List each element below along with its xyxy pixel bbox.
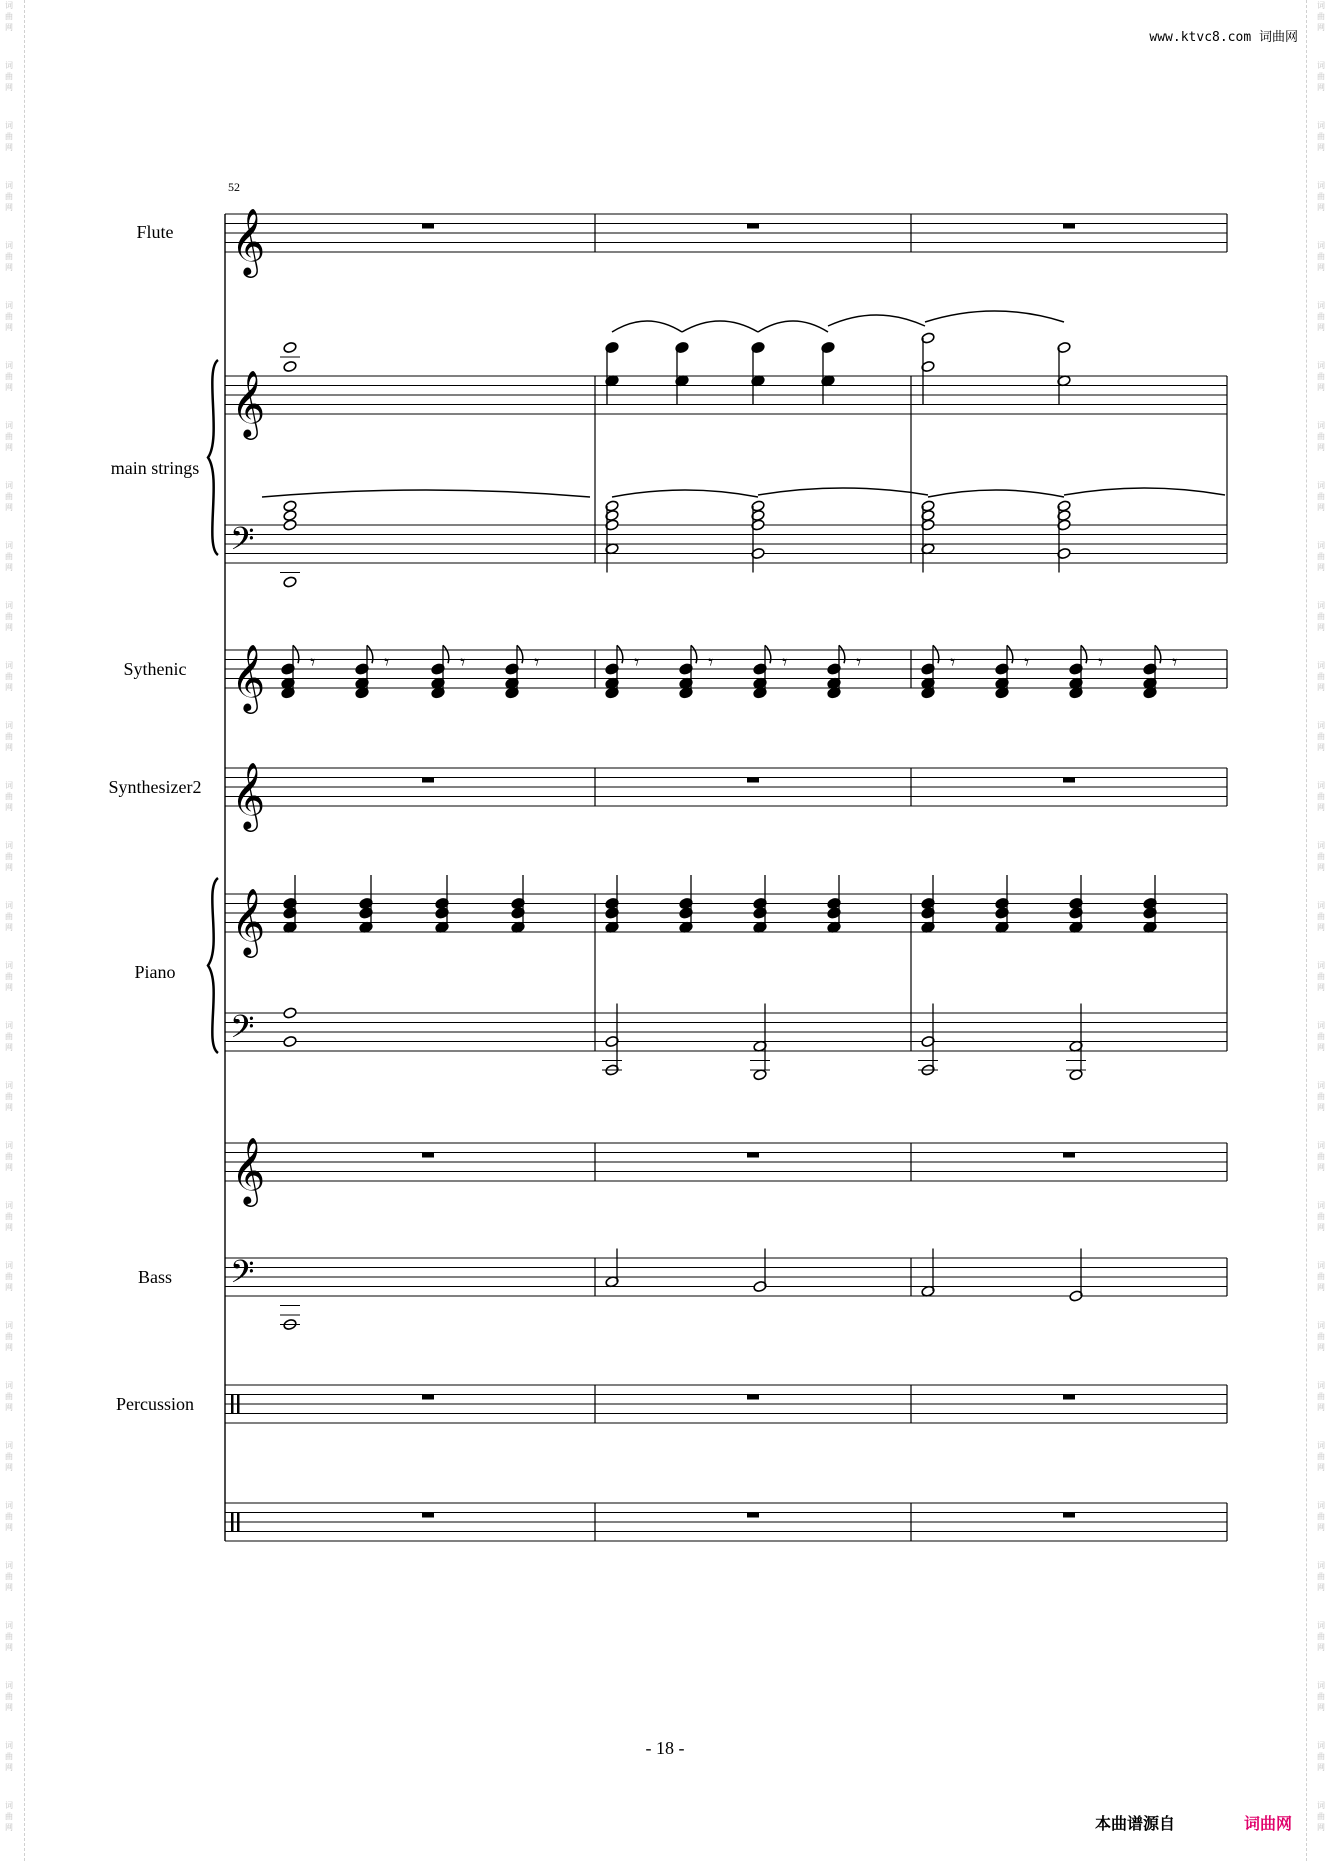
- whole-rest: [747, 1513, 759, 1518]
- note-head: [283, 341, 297, 353]
- eighth-rest: 𝄾: [856, 650, 862, 674]
- eighth-rest: 𝄾: [634, 650, 640, 674]
- watermark-glyph: 词 曲 网: [1317, 1681, 1325, 1712]
- note-head: [283, 1035, 297, 1047]
- watermark-glyph: 词 曲 网: [5, 1441, 13, 1472]
- note-flag: [839, 645, 845, 663]
- watermark-glyph: 词 曲 网: [1317, 1141, 1325, 1172]
- watermark-glyph: 词 曲 网: [1317, 301, 1325, 332]
- watermark-glyph: 词 曲 网: [1317, 1441, 1325, 1472]
- watermark-glyph: 词 曲 网: [5, 1741, 13, 1772]
- slur: [758, 488, 928, 495]
- watermark-glyph: 词 曲 网: [5, 1501, 13, 1532]
- slur: [828, 315, 925, 326]
- watermark-glyph: 词 曲 网: [1317, 1381, 1325, 1412]
- slur: [682, 321, 758, 332]
- watermark-glyph: 词 曲 网: [1317, 901, 1325, 932]
- note-flag: [617, 645, 623, 663]
- watermark-glyph: 词 曲 网: [5, 1381, 13, 1412]
- whole-rest: [1063, 1153, 1075, 1158]
- watermark-glyph: 词 曲 网: [1317, 421, 1325, 452]
- note-flag: [367, 645, 373, 663]
- note-head: [283, 360, 297, 372]
- whole-rest: [747, 778, 759, 783]
- watermark-glyph: 词 曲 网: [1317, 1201, 1325, 1232]
- watermark-glyph: 词 曲 网: [1317, 1741, 1325, 1772]
- instrument-label-piano: Piano: [134, 962, 176, 982]
- watermark-glyph: 词 曲 网: [1317, 721, 1325, 752]
- watermark-glyph: 词 曲 网: [5, 1081, 13, 1112]
- watermark-glyph: 词 曲 网: [1317, 661, 1325, 692]
- watermark-glyph: 词 曲 网: [1317, 781, 1325, 812]
- note-flag: [517, 645, 523, 663]
- footer-brand: 词曲网: [1243, 1814, 1292, 1833]
- eighth-rest: 𝄾: [534, 650, 540, 674]
- watermark-glyph: 词 曲 网: [5, 61, 13, 92]
- eighth-rest: 𝄾: [1098, 650, 1104, 674]
- slur: [262, 490, 590, 497]
- watermark-glyph: 词 曲 网: [5, 781, 13, 812]
- note-flag: [933, 645, 939, 663]
- watermark-glyph: 词 曲 网: [1317, 1801, 1325, 1832]
- note-head: [283, 519, 297, 531]
- treble-clef-icon: 𝄞: [231, 1136, 266, 1204]
- bass-clef-icon: 𝄢: [230, 520, 255, 565]
- eighth-rest: 𝄾: [950, 650, 956, 674]
- slur: [1064, 488, 1225, 495]
- slur: [758, 321, 828, 332]
- watermark-glyph: 词 曲 网: [1317, 841, 1325, 872]
- watermark-glyph: 词 曲 网: [5, 121, 13, 152]
- bass-clef-icon: 𝄢: [230, 1253, 255, 1298]
- watermark-glyph: 词 曲 网: [5, 1621, 13, 1652]
- eighth-rest: 𝄾: [1172, 650, 1178, 674]
- percussion-clef-icon: [237, 1513, 240, 1532]
- whole-rest: [747, 1395, 759, 1400]
- slur: [612, 321, 682, 332]
- watermark-glyph: 词 曲 网: [1317, 1261, 1325, 1292]
- watermark-glyph: 词 曲 网: [5, 961, 13, 992]
- instrument-label-main-strings: main strings: [110, 458, 200, 478]
- watermark-glyph: 词 曲 网: [1317, 1021, 1325, 1052]
- slur: [612, 490, 758, 497]
- slur: [928, 490, 1064, 497]
- watermark-glyph: 词 曲 网: [1317, 1, 1325, 32]
- watermark-glyph: 词 曲 网: [1317, 481, 1325, 512]
- watermark-glyph: 词 曲 网: [1317, 961, 1325, 992]
- whole-rest: [422, 1513, 434, 1518]
- eighth-rest: 𝄾: [1024, 650, 1030, 674]
- note-flag: [691, 645, 697, 663]
- treble-clef-icon: 𝄞: [231, 761, 266, 829]
- watermark-glyph: 词 曲 网: [1317, 1081, 1325, 1112]
- watermark-glyph: 词 曲 网: [5, 1801, 13, 1832]
- watermark-glyph: 词 曲 网: [5, 1561, 13, 1592]
- slur: [925, 311, 1064, 322]
- watermark-glyph: 词 曲 网: [5, 361, 13, 392]
- whole-rest: [422, 224, 434, 229]
- watermark-glyph: 词 曲 网: [5, 301, 13, 332]
- note-flag: [443, 645, 449, 663]
- page-number: - 18 -: [645, 1738, 685, 1758]
- watermark-glyph: 词 曲 网: [5, 841, 13, 872]
- watermark-glyph: 词 曲 网: [5, 181, 13, 212]
- watermark-glyph: 词 曲 网: [1317, 241, 1325, 272]
- instrument-label-synthesizer2: Synthesizer2: [108, 777, 202, 797]
- watermark-glyph: 词 曲 网: [1317, 61, 1325, 92]
- instrument-label-flute: Flute: [136, 222, 174, 242]
- note-head: [283, 1007, 297, 1019]
- treble-clef-icon: 𝄞: [231, 643, 266, 711]
- watermark-glyph: 词 曲 网: [5, 1201, 13, 1232]
- percussion-clef-icon: [231, 1513, 234, 1532]
- watermark-glyph: 词 曲 网: [5, 1021, 13, 1052]
- footer-source: 本曲谱源自: [1094, 1814, 1175, 1833]
- eighth-rest: 𝄾: [384, 650, 390, 674]
- watermark-glyph: 词 曲 网: [5, 1321, 13, 1352]
- instrument-label-sythenic: Sythenic: [123, 659, 187, 679]
- watermark-glyph: 词 曲 网: [1317, 1321, 1325, 1352]
- instrument-label-percussion: Percussion: [116, 1394, 194, 1414]
- watermark-glyph: 词 曲 网: [1317, 181, 1325, 212]
- watermark-glyph: 词 曲 网: [5, 481, 13, 512]
- note-flag: [293, 645, 299, 663]
- note-flag: [765, 645, 771, 663]
- watermark-glyph: 词 曲 网: [5, 1141, 13, 1172]
- watermark-glyph: 词 曲 网: [1317, 361, 1325, 392]
- eighth-rest: 𝄾: [460, 650, 466, 674]
- whole-rest: [422, 1153, 434, 1158]
- watermark-glyph: 词 曲 网: [5, 901, 13, 932]
- whole-rest: [1063, 1395, 1075, 1400]
- treble-clef-icon: 𝄞: [231, 887, 266, 955]
- watermark-glyph: 词 曲 网: [5, 1681, 13, 1712]
- watermark-glyph: 词 曲 网: [5, 1261, 13, 1292]
- whole-rest: [422, 778, 434, 783]
- watermark-glyph: 词 曲 网: [5, 421, 13, 452]
- percussion-clef-icon: [231, 1395, 234, 1414]
- watermark-glyph: 词 曲 网: [1317, 1561, 1325, 1592]
- whole-rest: [1063, 224, 1075, 229]
- whole-rest: [1063, 778, 1075, 783]
- whole-rest: [1063, 1513, 1075, 1518]
- watermark-glyph: 词 曲 网: [5, 721, 13, 752]
- watermark-glyph: 词 曲 网: [1317, 121, 1325, 152]
- bass-clef-icon: 𝄢: [230, 1008, 255, 1053]
- note-flag: [1007, 645, 1013, 663]
- watermark-glyph: 词 曲 网: [5, 661, 13, 692]
- brace: [208, 878, 218, 1053]
- brace: [208, 360, 218, 555]
- site-name: 词曲网: [1258, 30, 1298, 45]
- percussion-clef-icon: [237, 1395, 240, 1414]
- eighth-rest: 𝄾: [310, 650, 316, 674]
- whole-rest: [747, 1153, 759, 1158]
- note-flag: [1155, 645, 1161, 663]
- watermark-glyph: 词 曲 网: [5, 541, 13, 572]
- eighth-rest: 𝄾: [708, 650, 714, 674]
- treble-clef-icon: 𝄞: [231, 369, 266, 437]
- site-url: www.ktvc8.com: [1149, 30, 1252, 45]
- whole-rest: [422, 1395, 434, 1400]
- watermark-glyph: 词 曲 网: [1317, 1501, 1325, 1532]
- watermark-glyph: 词 曲 网: [5, 1, 13, 32]
- watermark-glyph: 词 曲 网: [1317, 541, 1325, 572]
- watermark-glyph: 词 曲 网: [1317, 1621, 1325, 1652]
- watermark-glyph: 词 曲 网: [1317, 601, 1325, 632]
- note-flag: [1081, 645, 1087, 663]
- eighth-rest: 𝄾: [782, 650, 788, 674]
- watermark-glyph: 词 曲 网: [5, 601, 13, 632]
- note-head: [283, 576, 297, 588]
- treble-clef-icon: 𝄞: [231, 207, 266, 275]
- whole-rest: [747, 224, 759, 229]
- instrument-label-bass: Bass: [137, 1267, 172, 1287]
- watermark-glyph: 词 曲 网: [5, 241, 13, 272]
- measure-number: 52: [228, 180, 240, 194]
